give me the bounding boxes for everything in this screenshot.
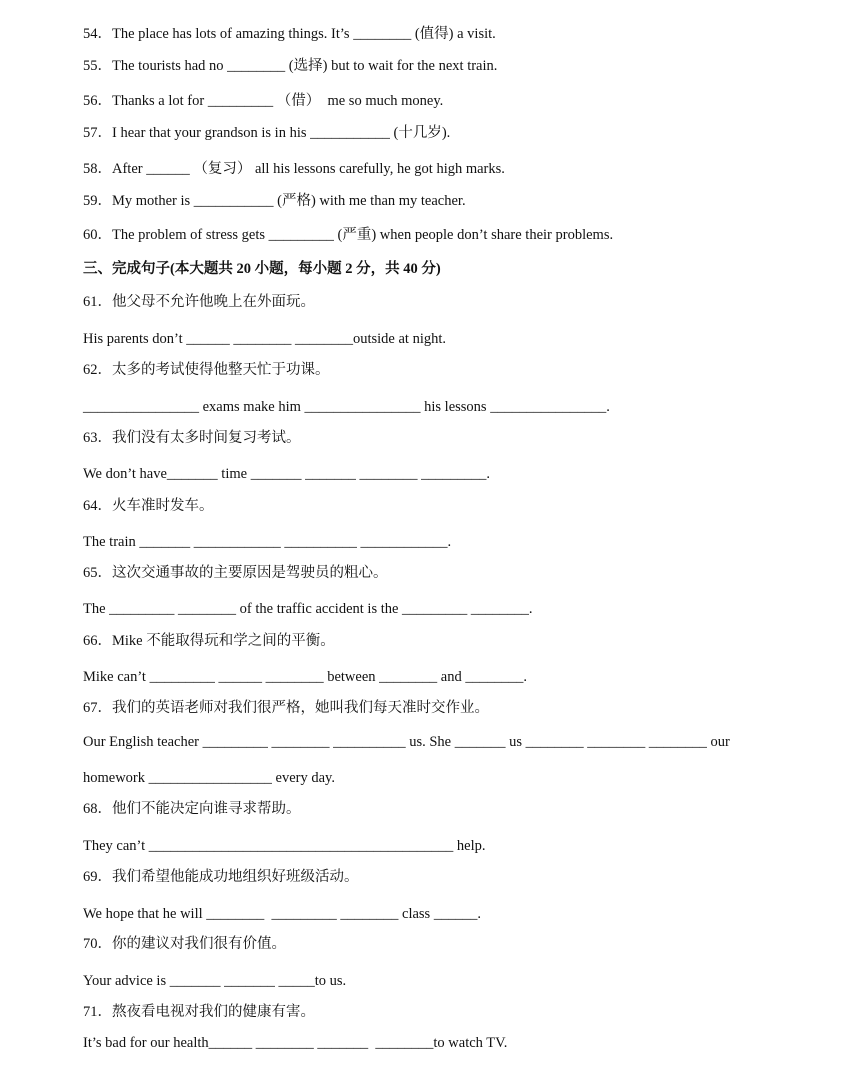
question-62-prompt: 62．太多的考试使得他整天忙于功课。 bbox=[83, 362, 330, 378]
question-56: 56．Thanks a lot for _________ （借） me so much money. bbox=[83, 93, 444, 109]
question-69-answer: We hope that he will ________ _________ ________ class ______. bbox=[83, 906, 481, 922]
question-61-prompt: 61．他父母不允许他晚上在外面玩。 bbox=[83, 294, 315, 310]
question-61-answer: His parents don’t ______ ________ ________outside at night. bbox=[83, 331, 447, 347]
question-65-answer: The _________ ________ of the traffic accident is the _________ ________. bbox=[83, 601, 533, 617]
question-59: 59．My mother is ___________ (严格) with me than my teacher. bbox=[83, 193, 466, 209]
question-71-answer: It’s bad for our health______ ________ _______ ________to watch TV. bbox=[83, 1035, 508, 1051]
question-63-prompt: 63．我们没有太多时间复习考试。 bbox=[83, 430, 301, 446]
question-66-prompt: 66．Mike 不能取得玩和学之间的平衡。 bbox=[83, 633, 335, 649]
question-60: 60．The problem of stress gets _________ (严重) when people don’t share their problems. bbox=[83, 227, 614, 243]
question-67-answer-continued: homework _________________ every day. bbox=[83, 770, 335, 786]
question-64-prompt: 64．火车准时发车。 bbox=[83, 498, 214, 514]
question-54: 54．The place has lots of amazing things. It’s ________ (值得) a visit. bbox=[83, 26, 496, 42]
question-70-prompt: 70．你的建议对我们很有价值。 bbox=[83, 936, 286, 952]
question-64-answer: The train _______ ____________ __________ ____________. bbox=[83, 534, 452, 550]
question-71-prompt: 71．熬夜看电视对我们的健康有害。 bbox=[83, 1004, 315, 1020]
question-55: 55．The tourists had no ________ (选择) but to wait for the next train. bbox=[83, 58, 498, 74]
question-67-answer: Our English teacher _________ ________ __________ us. She _______ us ________ ________ ________ our bbox=[83, 734, 730, 750]
question-62-answer: ________________ exams make him ________________ his lessons ________________. bbox=[83, 399, 610, 415]
question-68-prompt: 68．他们不能决定向谁寻求帮助。 bbox=[83, 801, 301, 817]
question-68-answer: They can’t __________________________________________ help. bbox=[83, 838, 486, 854]
question-57: 57．I hear that your grandson is in his ___________ (十几岁). bbox=[83, 125, 451, 141]
question-63-answer: We don’t have_______ time _______ _______ ________ _________. bbox=[83, 466, 490, 482]
question-66-answer: Mike can’t _________ ______ ________ between ________ and ________. bbox=[83, 669, 527, 685]
question-69-prompt: 69．我们希望他能成功地组织好班级活动。 bbox=[83, 869, 359, 885]
question-58: 58．After ______ （复习） all his lessons carefully, he got high marks. bbox=[83, 161, 505, 177]
question-70-answer: Your advice is _______ _______ _____to us. bbox=[83, 973, 347, 989]
question-67-prompt: 67．我们的英语老师对我们很严格，她叫我们每天准时交作业。 bbox=[83, 700, 489, 716]
section-heading: 三、完成句子(本大题共 20 小题，每小题 2 分，共 40 分) bbox=[83, 261, 441, 277]
question-65-prompt: 65．这次交通事故的主要原因是驾驶员的粗心。 bbox=[83, 565, 388, 581]
